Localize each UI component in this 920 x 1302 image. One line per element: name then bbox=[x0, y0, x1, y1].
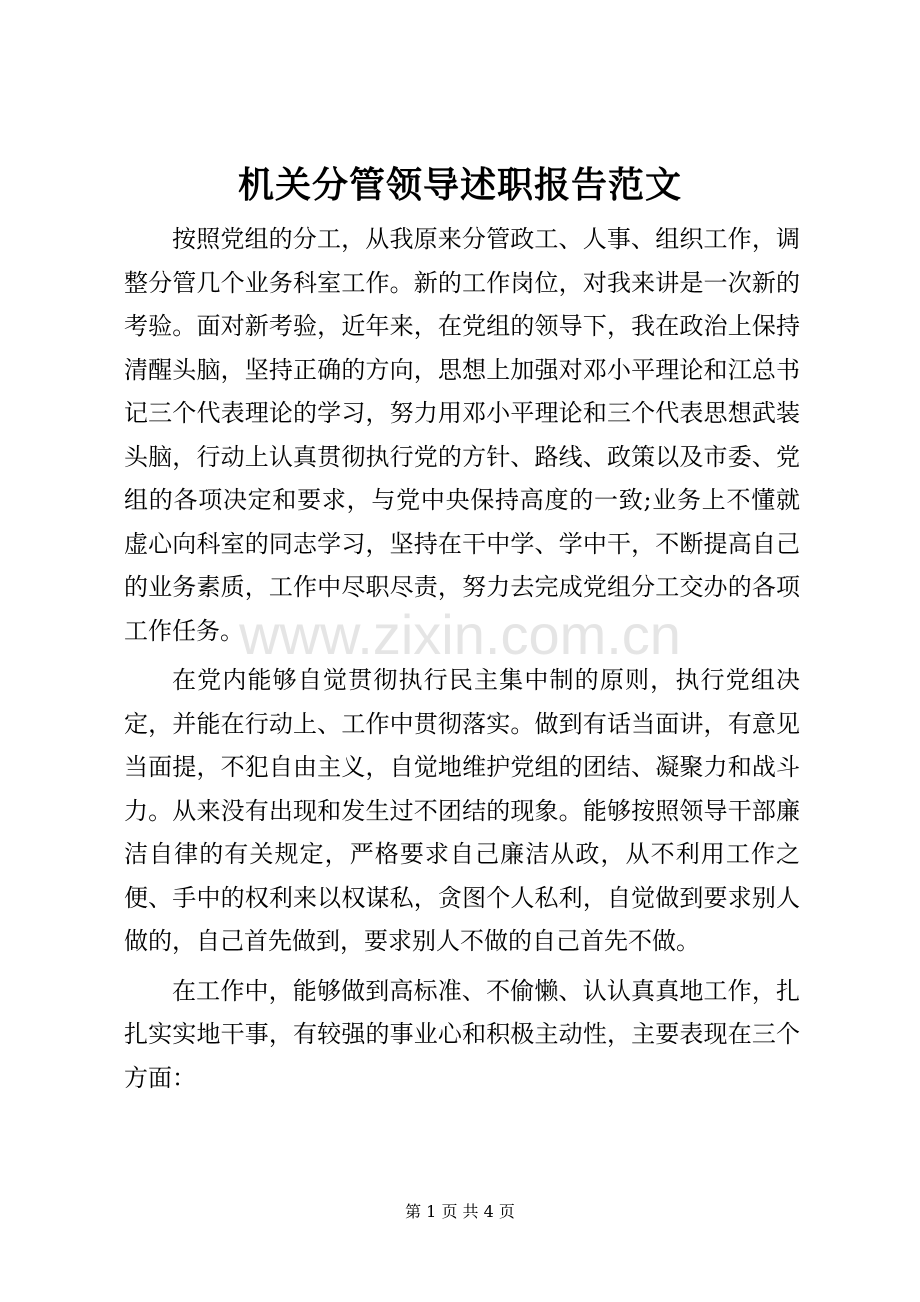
paragraph: 在工作中，能够做到高标准、不偷懒、认认真真地工作，扎扎实实地干事，有较强的事业心和积极主动性，主要表现在三个方面： bbox=[124, 976, 800, 1092]
document-title: 机关分管领导述职报告范文 bbox=[237, 164, 682, 206]
page-footer: 第 1 页 共 4 页 bbox=[405, 1202, 515, 1221]
document-body bbox=[124, 218, 800, 1100]
paragraph: 在党内能够自觉贯彻执行民主集中制的原则，执行党组决定，并能在行动上、工作中贯彻落实。做到有话当面讲，有意见当面提，不犯自由主义，自觉地维护党组的团结、凝聚力和战斗力。从来没有出现和发生过不团结的现象。能够按照领导干部廉洁自律的有关规定，严格要求自己廉洁从政，从不利用工作之便、手中的权利来以权谋私，贪图个人私利，自觉做到要求别人做的，自己首先做到，要求别人不做的自己首先不做。 bbox=[124, 666, 800, 955]
paragraph: 按照党组的分工，从我原来分管政工、人事、组织工作，调整分管几个业务科室工作。新的工作岗位，对我来讲是一次新的考验。面对新考验，近年来，在党组的领导下，我在政治上保持清醒头脑，坚持正确的方向，思想上加强对邓小平理论和江总书记三个代表理论的学习，努力用邓小平理论和三个代表思想武装头脑，行动上认真贯彻执行党的方针、路线、政策以及市委、党组的各项决定和要求，与党中央保持高度的一致;业务上不懂就虚心向科室的同志学习，坚持在干中学、学中干，不断提高自己的业务素质，工作中尽职尽责，努力去完成党组分工交办的各项工作任务。 bbox=[124, 225, 800, 645]
watermark: www.zixin.com.cn bbox=[239, 603, 681, 666]
